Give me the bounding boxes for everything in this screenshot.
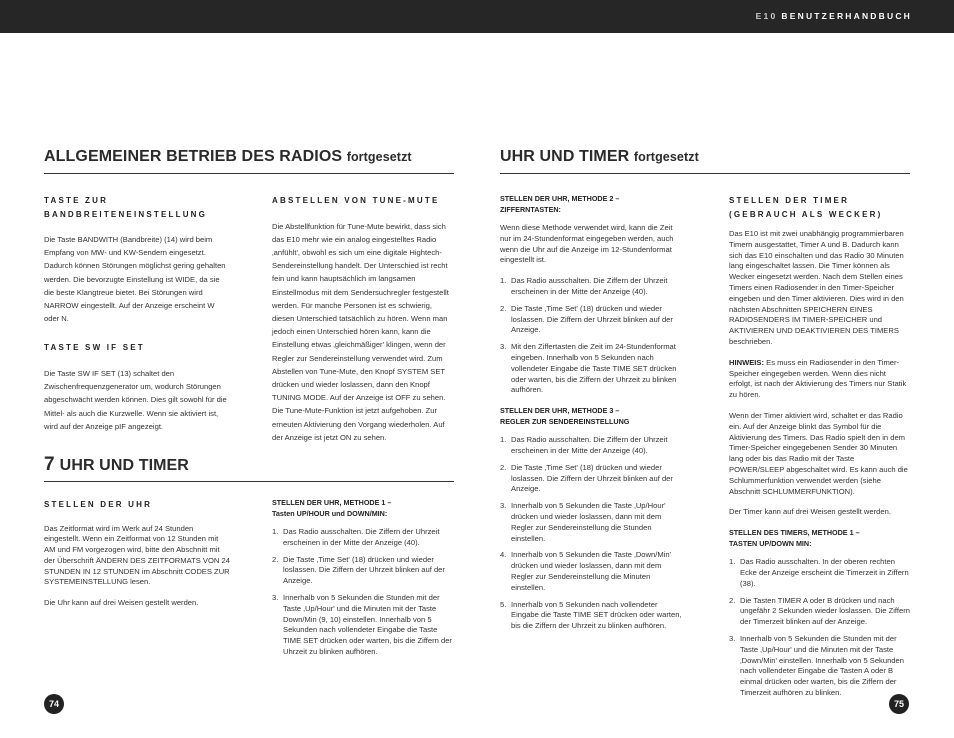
section-number: 7 bbox=[44, 454, 55, 475]
list-item: 1. Das Radio ausschalten. Die Ziffern der Uhrzeit erscheinen in der Mitte der Anzeige (40). bbox=[500, 435, 668, 455]
page-number-right: 75 bbox=[889, 694, 909, 714]
swif-body: Die Taste SW IF SET (13) schaltet den Zwischenfrequenzgenerator um, wodurch Störungen abgeschwächt werden können. Dies gilt sowohl für die Mittel- als auch die Kurzwelle. Wenn sie aktiviert ist, wird auf der Anzeige pIF angezeigt. bbox=[44, 368, 227, 431]
list-item: 1. Das Radio ausschalten. In der oberen rechten Ecke der Anzeige erscheint die Timerzeit in Ziffern (38). bbox=[729, 557, 909, 588]
list-item: 1. Das Radio ausschalten. Die Ziffern der Uhrzeit erscheinen in der Mitte der Anzeige (40). bbox=[500, 276, 668, 296]
timer-body-3: Der Timer kann auf drei Weisen gestellt werden. bbox=[729, 507, 891, 517]
method3-heading-line-2: REGLER ZUR SENDEREINSTELLUNG bbox=[500, 416, 630, 426]
list-item: 2. Die Taste ‚Time Set' (18) drücken und wieder loslassen. Die Ziffern der Uhrzeit blinken auf der Anzeige. bbox=[500, 462, 673, 494]
section-title-clock-continued bbox=[500, 148, 699, 166]
section-subtitle: fortgesetzt bbox=[633, 150, 699, 164]
timer-method1-heading-line-2: TASTEN UP/DOWN MIN: bbox=[729, 538, 812, 548]
section-subtitle: fortgesetzt bbox=[346, 150, 412, 164]
swif-heading: TASTE SW IF SET bbox=[44, 343, 145, 353]
list-item: 1. Das Radio ausschalten. Die Ziffern der Uhrzeit erscheinen in der Mitte der Anzeige (40). bbox=[272, 527, 440, 547]
timer-method1-heading-line-1: STELLEN DES TIMERS, METHODE 1 – bbox=[729, 528, 860, 538]
section-title-clock bbox=[44, 454, 189, 476]
header-bar bbox=[0, 0, 954, 33]
bandwidth-body: Die Taste BANDWITH (Bandbreite) (14) wird beim Empfang von MW- und KW-Sendern eingesetzt. Dadurch können Störungen möglichst gering gehalten werden. Die bevorzugte Einstellung ist WIDE, da sie die beste Klangtreue bietet. Bei Störungen wird NARROW eingestellt. Auf der Anzeige erscheint W oder N. bbox=[44, 235, 226, 324]
bandwidth-heading: TASTE ZUR BANDBREITENEINSTELLUNG bbox=[44, 196, 208, 219]
section-title-text: ALLGEMEINER BETRIEB DES RADIOS bbox=[44, 148, 343, 165]
timer-body-2: Wenn der Timer aktiviert wird, schaltet er das Radio ein. Auf der Anzeige blinkt das Symbol für die Aktivierung des Timers. Das Radio spielt den in dem Timer-Speicher eingegebenen Sender 30 Minuten lang oder bis das Radio mit der Taste POWER/SLEEP abgeschaltet wird. Es kann auch die Schlummerfunktion verwendet werden (siehe Abschnitt SCHLUMMERFUNKTION). bbox=[729, 410, 908, 496]
section-rule bbox=[44, 173, 454, 174]
list-item: 4. Innerhalb von 5 Sekunden die Taste ‚Down/Min' drücken und wieder loslassen, dann mit dem Regler zur Sendereinstellung die Minuten einstellen. bbox=[500, 550, 672, 592]
timer-note bbox=[729, 358, 911, 401]
list-item: 2. Die Tasten TIMER A oder B drücken und nach ungefähr 2 Sekunden wieder loslassen. Die Ziffern der Timerzeit blinken auf der Anzeige. bbox=[729, 595, 910, 627]
left-column-2 bbox=[272, 194, 454, 460]
note-body: Es muss ein Radiosender in den Timer-Speicher eingegeben werden. Wenn dies nicht erfolgt, ist nach der Aktivierung des Timers nur Statik zu hören. bbox=[729, 357, 907, 400]
list-item: 2. Die Taste ‚Time Set' (18) drücken und wieder loslassen. Die Ziffern der Uhrzeit blinken auf der Anzeige. bbox=[500, 303, 673, 335]
manual-title: BENUTZERHANDBUCH bbox=[781, 11, 912, 21]
method1-heading-line-1: STELLEN DER UHR, METHODE 1 – bbox=[272, 498, 392, 507]
section-title-text: UHR UND TIMER bbox=[500, 148, 630, 165]
method2-heading-line-2: ZIFFERNTASTEN: bbox=[500, 204, 561, 214]
tunemute-body: Die Abstellfunktion für Tune-Mute bewirkt, dass sich das E10 mehr wie ein analog eingestelltes Radio ‚anfühlt', obwohl es sich um eine digitale Hightech-Sendereinstellung handelt. Der Unterschied ist recht fein und kann hauptsächlich im langsamen Einstellmodus mit dem Sendersuchregler festgestellt werden. Für manche Personen ist es schwierig, diesen Unterschied tatsächlich zu hören. Wenn man jedoch einen Unterschied hören kann, kann die Einstellung etwas ‚gleichmäßiger' klingen, wenn der Regler zur Sendereinstellung verwendet wird. Zum Abstellen von Tune-Mute, den Knopf SYSTEM SET drücken und wieder loslassen, dann den Knopf TUNING MODE. Auf der Anzeige ist OFF zu sehen. Die Tune-Mute-Funktion ist jetzt aufgehoben. Zur erneuten Aktivierung den Vorgang wiederholen. Auf der Anzeige ist jetzt ON zu sehen. bbox=[272, 221, 449, 442]
method1-heading-line-2: Tasten UP/HOUR und DOWN/MIN: bbox=[272, 508, 388, 518]
left-column-1 bbox=[44, 194, 230, 449]
method3-steps bbox=[500, 435, 684, 632]
left-column-4 bbox=[272, 498, 456, 668]
page-number-left: 74 bbox=[44, 694, 64, 714]
timer-method1-heading bbox=[729, 528, 911, 549]
method3-heading bbox=[500, 406, 684, 427]
set-clock-body: Das Zeitformat wird im Werk auf 24 Stunden eingestellt. Wenn ein Zeitformat von 12 Stunden mit AM und FM vorgezogen wird, bitte den Abschnitt mit der Überschrift ÄNDERN DES ZEITFORMATS VON 24 STUNDEN IN 12 STUNDEN im Abschnitt CODES ZUR SYSTEMEINSTELLUNG lesen. bbox=[44, 523, 230, 587]
set-clock-heading: STELLEN DER UHR bbox=[44, 500, 153, 509]
timer-heading: STELLEN DER TIMER (GEBRAUCH ALS WECKER) bbox=[729, 196, 883, 219]
timer-body: Das E10 ist mit zwei unabhängig programmierbaren Timern ausgestattet, Timer A und B. Dadurch kann sich das E10 einschalten und das Radio 30 Minuten lang eingeschaltet lassen. Die Timer können als Wecker eingesetzt werden. Nach dem Stellen eines Timers einen Radiosender in den Timer-Speicher eingeben und den Timer aktivieren. Dies wird in den nächsten Abschnitten SPEICHERN EINES RADIOSENDERS IM TIMER-SPEICHER und AKTIVIEREN UND DEAKTIVIEREN DES TIMERS beschrieben. bbox=[729, 229, 904, 346]
method2-intro: Wenn diese Methode verwendet wird, kann die Zeit nur im 24-Stundenformat eingegeben werden, auch wenn die Uhr auf die Anzeige im 12-Stundenformat eingestellt ist. bbox=[500, 223, 674, 265]
right-column-1 bbox=[500, 194, 684, 642]
set-clock-body-2: Die Uhr kann auf drei Weisen gestellt werden. bbox=[44, 598, 199, 608]
method1-heading bbox=[272, 498, 456, 519]
list-item: 3. Innerhalb von 5 Sekunden die Stunden mit der Taste ‚Up/Hour' und die Minuten mit der Taste Down/Min (9, 10) einstellen. Innerhalb von 5 Sekunden nach vollendeter Eingabe die Taste TIME SET drücken oder warten, bis die Ziffern der Uhrzeit zu blinken aufhören. bbox=[272, 592, 452, 656]
method2-heading-line-1: STELLEN DER UHR, METHODE 2 – bbox=[500, 194, 620, 203]
list-item: 2. Die Taste ‚Time Set' (18) drücken und wieder loslassen. Die Ziffern der Uhrzeit blinken auf der Anzeige. bbox=[272, 554, 445, 586]
list-item: 3. Innerhalb von 5 Sekunden die Taste ‚Up/Hour' drücken und wieder loslassen, dann mit dem Regler zur Sendereinstellung die Stunden einstellen. bbox=[500, 501, 666, 543]
note-label: HINWEIS: bbox=[729, 357, 765, 367]
method1-steps bbox=[272, 527, 456, 658]
section-rule bbox=[500, 173, 910, 174]
section-title-radio bbox=[44, 148, 412, 166]
method2-steps bbox=[500, 276, 684, 396]
left-column-3 bbox=[44, 498, 230, 619]
list-item: 5. Innerhalb von 5 Sekunden nach vollendeter Eingabe die Taste TIME SET drücken oder warten, bis die Ziffern der Uhrzeit zu blinken aufhören. bbox=[500, 599, 682, 631]
timer-method1-steps bbox=[729, 557, 911, 699]
list-item: 3. Innerhalb von 5 Sekunden die Stunden mit der Taste ‚Up/Hour' und die Minuten mit der Taste ‚Down/Min' einstellen. Innerhalb von 5 Sekunden nach vollendeter Eingabe die Tasten A oder B einmal drücken oder warten, bis die Ziffern der Timerzeit aufhören zu blinken. bbox=[729, 633, 904, 697]
running-head bbox=[756, 11, 912, 21]
method3-heading-line-1: STELLEN DER UHR, METHODE 3 – bbox=[500, 406, 620, 416]
method2-heading bbox=[500, 194, 684, 215]
tunemute-heading: ABSTELLEN VON TUNE-MUTE bbox=[272, 196, 440, 205]
right-column-2 bbox=[729, 194, 911, 709]
section-rule bbox=[44, 481, 454, 482]
list-item: 3. Mit den Ziffertasten die Zeit im 24-Stundenformat eingeben. Innerhalb von 5 Sekunden nach vollendeter Eingabe die Taste TIME SET drücken oder warten, bis die Ziffern der Uhrzeit zu blinken aufhören. bbox=[500, 342, 677, 395]
model-name: E10 bbox=[755, 11, 778, 21]
section-title-text: UHR UND TIMER bbox=[59, 457, 189, 474]
